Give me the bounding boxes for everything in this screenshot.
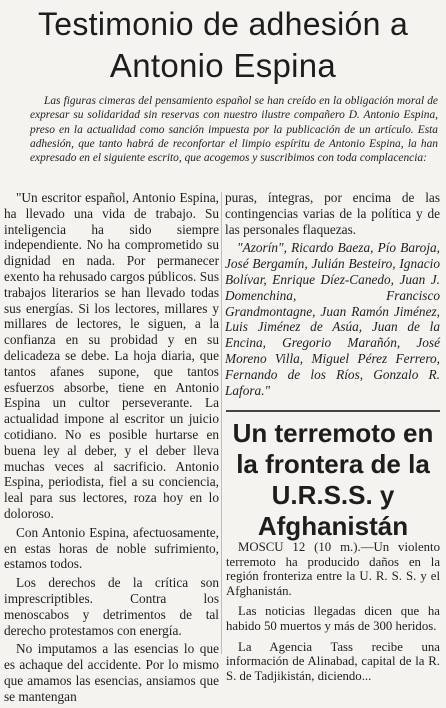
headline-line-2: Antonio Espina [109, 47, 337, 84]
letter-paragraph-3: Los derechos de la crítica son imprescriptibles. Contra los menoscabos y detrimentos de tal derecho protestamos con energía. [4, 575, 219, 638]
letter-column-left [4, 190, 219, 708]
headline-line-1: Testimonio de adhesión a [37, 6, 409, 42]
column-divider [221, 192, 222, 654]
signatories: "Azorín", Ricardo Baeza, Pío Baroja, José Bergamín, Julián Besteiro, Ignacio Bolívar, Enrique Díez-Canedo, Juan J. Domenchina, Francisco Grandmontagne, Juan Ramón Jiménez, Luis Jiménez de Asúa, Juan de la Encina, Gregorio Marañón, José Moreno Villa, Miguel Pérez Ferrero, Fernando de los Ríos, Gonzalo R. Lafora." [225, 240, 440, 398]
earthquake-paragraph-3: La Agencia Tass recibe una información de Alinabad, capital de la R. S. de Tadjikistán, diciendo... [226, 639, 440, 683]
letter-paragraph-4: No imputamos a las esencias lo que es achaque del accidente. Por lo mismo que amamos las esencias, ansiamos que se mantengan [4, 641, 219, 704]
letter-paragraph-1: "Un escritor español, Antonio Espina, ha llevado una vida de trabajo. Su inteligencia ha sido siempre independiente. No ha comprometido su dignidad en nada. Por permanecer exento ha rehusado cargos públicos. Sus trabajos literarios se han llevado todas sus energías. Si los lectores, millares y millares de lectores, le siguen, a la confianza en su probidad y en su delicadeza se debe. La hoja diaria, que tantos afanes supone, que tantos esfuerzos absorbe, tiene en Antonio Espina un cultor perseverante. La actualidad impone al escritor un juicio cotidiano. No es posible hurtarse en buena ley al deber, y el deber lleva muchas veces al sacrificio. Antonio Espina, periodista, fiel a su conciencia, leal para sus lectores, roza hoy en lo doloroso. [4, 190, 219, 521]
earthquake-article [226, 540, 440, 689]
earthquake-headline: Un terremoto en la frontera de la U.R.S.S. y Afghanistán [232, 418, 434, 541]
lead-paragraph: Las figuras cimeras del pensamiento español se han creído en la obligación moral de expresar su solidaridad sin reservas con nuestro ilustre compañero D. Antonio Espina, preso en la actualidad como sanción impuesta por la publicación de un artículo. Esta adhesión, que tanto habrá de reconfortar el limpio espíritu de Antonio Espina, la han expresado en el siguiente escrito, que acogemos y suscribimos con toda complacencia: [30, 95, 438, 165]
article-separator-rule [226, 410, 440, 412]
earthquake-paragraph-2: Las noticias llegadas dicen que ha habido 50 muertos y más de 300 heridos. [226, 604, 440, 633]
letter-paragraph-2: Con Antonio Espina, afectuosamente, en estas horas de noble sufrimiento, estamos todos. [4, 524, 219, 572]
letter-paragraph-5: puras, íntegras, por encima de las contingencias varias de la política y de las personales flaquezas. [225, 190, 440, 237]
letter-column-right [225, 190, 440, 401]
earthquake-paragraph-1: MOSCU 12 (10 m.).—Un violento terremoto ha producido daños en la región fronteriza entre la U. R. S. S. y el Afghanistán. [226, 540, 440, 598]
